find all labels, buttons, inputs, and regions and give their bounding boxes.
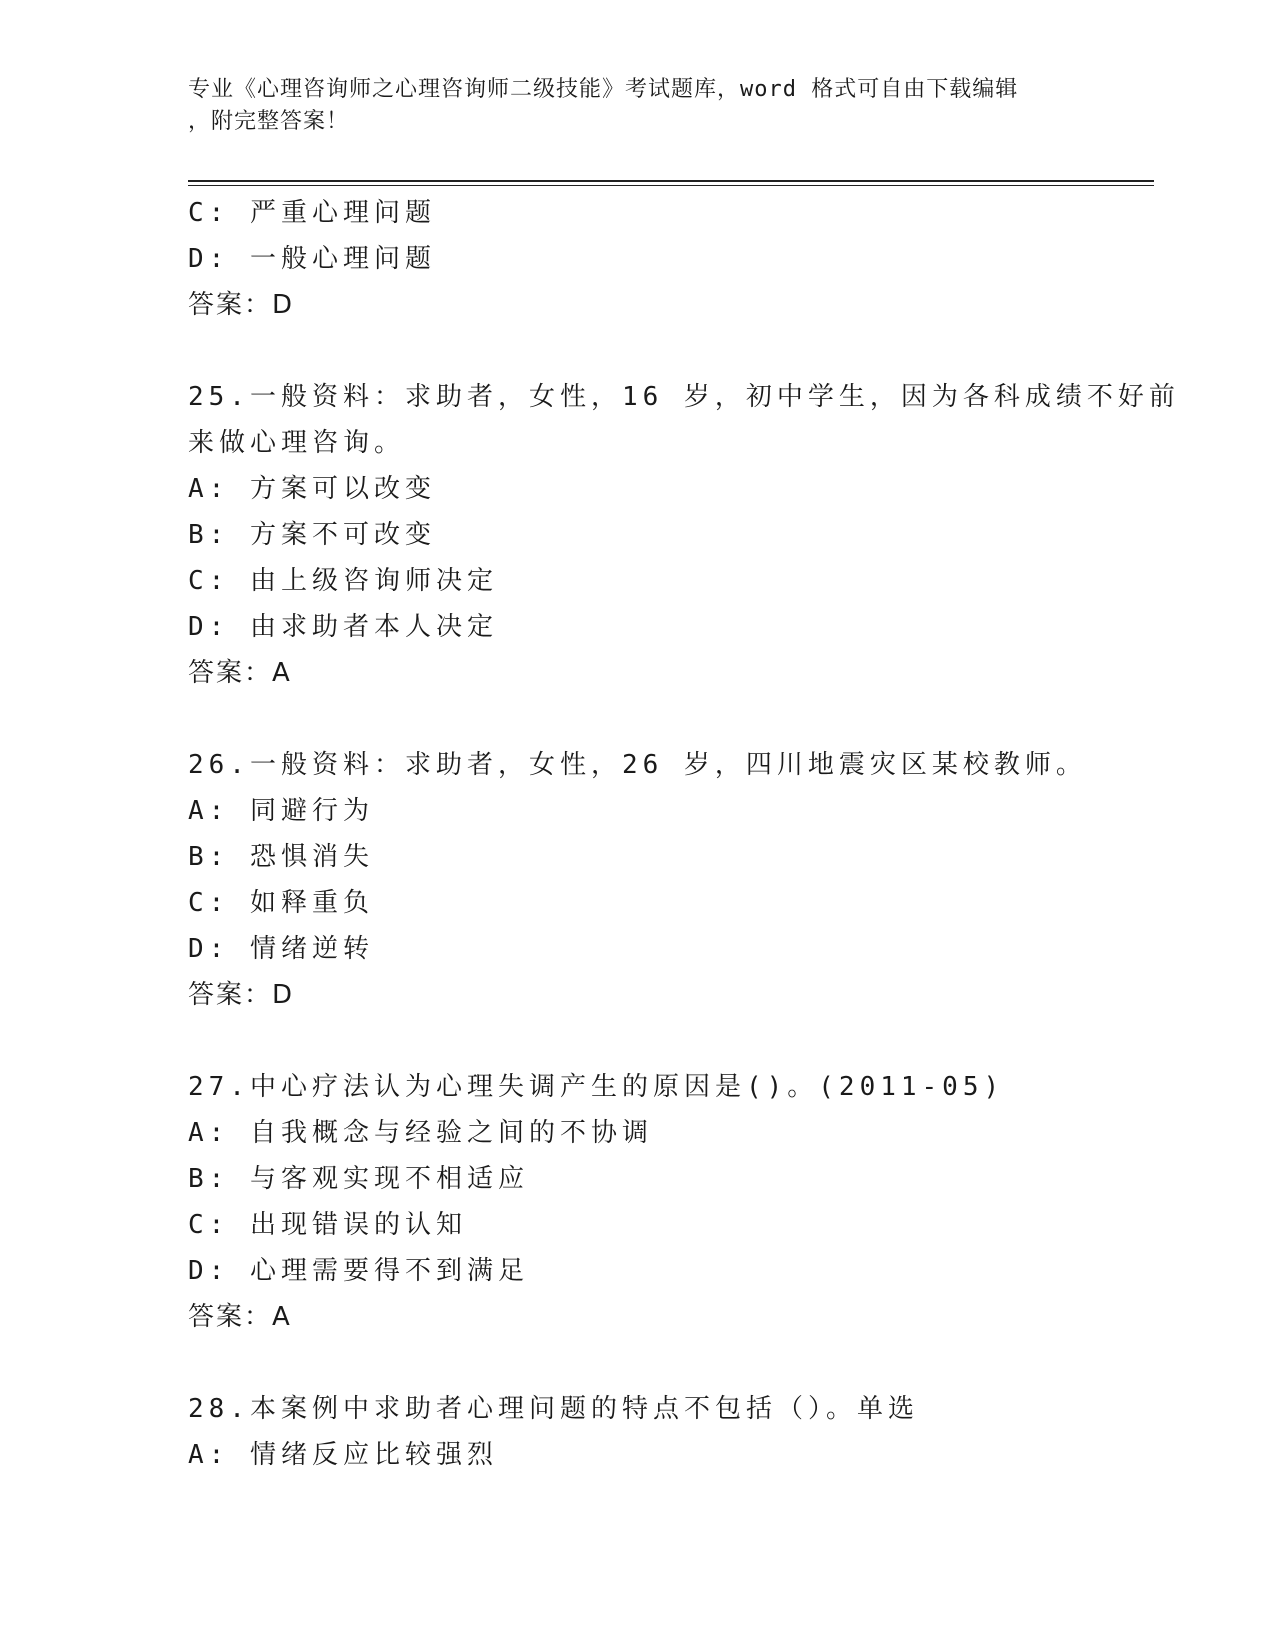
- option-d: D: 心理需要得不到满足: [188, 1256, 529, 1286]
- option-b: B: 与客观实现不相适应: [188, 1164, 529, 1194]
- answer-line: 答案：A: [188, 658, 292, 688]
- question-26: [188, 742, 1138, 1018]
- option-a: A: 情绪反应比较强烈: [188, 1440, 498, 1470]
- question-stem: 来做心理咨询。: [188, 428, 406, 458]
- answer-line: 答案：D: [188, 980, 295, 1010]
- header-line-2: ，附完整答案！: [188, 109, 350, 134]
- option-d: D: 一般心理问题: [188, 244, 436, 274]
- option-a: A: 同避行为: [188, 796, 374, 826]
- header-rule-thin: [188, 185, 1154, 186]
- question-stem: 28.本案例中求助者心理问题的特点不包括（）。单选: [188, 1394, 919, 1424]
- answer-line: 答案：A: [188, 1302, 292, 1332]
- option-a: A: 方案可以改变: [188, 474, 436, 504]
- question-24-continued: [188, 190, 1138, 328]
- question-25: [188, 374, 1180, 696]
- answer-line: 答案：D: [188, 290, 295, 320]
- option-b: B: 方案不可改变: [188, 520, 436, 550]
- option-a: A: 自我概念与经验之间的不协调: [188, 1118, 653, 1148]
- question-list: [188, 190, 1180, 1478]
- header-rule-thick: [188, 180, 1154, 182]
- question-28: [188, 1386, 1138, 1478]
- question-stem: 27.中心疗法认为心理失调产生的原因是()。(2011-05): [188, 1072, 1005, 1102]
- option-c: C: 严重心理问题: [188, 198, 436, 228]
- document-header: [188, 74, 1088, 138]
- option-c: C: 如释重负: [188, 888, 374, 918]
- option-d: D: 情绪逆转: [188, 934, 374, 964]
- option-b: B: 恐惧消失: [188, 842, 374, 872]
- option-c: C: 由上级咨询师决定: [188, 566, 498, 596]
- option-c: C: 出现错误的认知: [188, 1210, 467, 1240]
- header-line-1: 专业《心理咨询师之心理咨询师二级技能》考试题库，word 格式可自由下载编辑: [188, 77, 1019, 102]
- option-d: D: 由求助者本人决定: [188, 612, 498, 642]
- question-27: [188, 1064, 1138, 1340]
- question-stem: 26.一般资料：求助者，女性，26 岁，四川地震灾区某校教师。: [188, 750, 1087, 780]
- question-stem: 25.一般资料：求助者，女性，16 岁，初中学生，因为各科成绩不好前: [188, 382, 1180, 412]
